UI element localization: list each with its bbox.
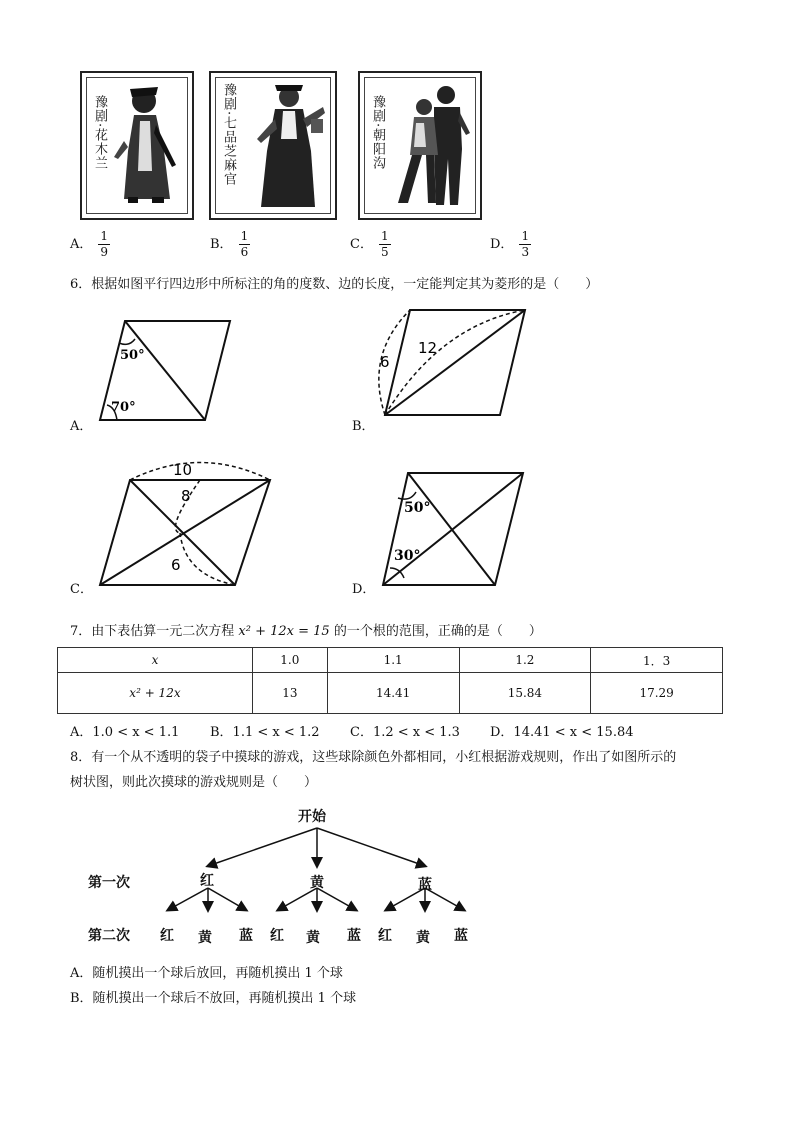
q6-figure-a xyxy=(95,315,235,425)
table-cell: 1.1 xyxy=(327,648,459,673)
table-cell: 14.41 xyxy=(327,673,459,714)
q6-option-c-label[interactable]: C． xyxy=(70,582,93,597)
top-label: 10 xyxy=(173,461,193,479)
q5-option-d[interactable]: D． $\frac{1}{3}$ xyxy=(490,229,530,259)
q7-question: 7．由下表估算一元二次方程 x² + 12x = 15 的一个根的范围，正确的是（ ） xyxy=(70,624,542,639)
equation: x² + 12x = 15 xyxy=(238,624,330,639)
card-label: 豫剧·花木兰 xyxy=(92,95,107,171)
table-cell: 1．3 xyxy=(591,648,723,673)
opera-figure-image xyxy=(245,79,331,211)
q7-option-c[interactable]: C．1.2 < x < 1.3 xyxy=(350,725,460,740)
tree-node-first: 蓝 xyxy=(418,877,432,893)
opera-figure-image xyxy=(110,81,186,211)
table-cell: 17.29 xyxy=(591,673,723,714)
tree-root: 开始 xyxy=(298,809,326,825)
q6-figure-d xyxy=(378,468,528,590)
bottom-label: 6 xyxy=(171,556,181,574)
angle-label: 50° xyxy=(120,348,145,363)
tree-node-first: 黄 xyxy=(310,875,324,891)
tree-node-first: 红 xyxy=(200,873,214,889)
tree-second-label: 第二次 xyxy=(88,928,130,944)
q6-option-d-label[interactable]: D． xyxy=(352,582,376,597)
card-qipin-zhimaguan xyxy=(209,71,337,220)
table-cell: 15.84 xyxy=(459,673,591,714)
angle-label: 30° xyxy=(394,548,421,564)
q8-option-b[interactable]: B．随机摸出一个球后不放回，再随机摸出 1 个球 xyxy=(70,991,357,1006)
tree-node-second: 蓝 xyxy=(454,928,468,944)
table-cell: 1.0 xyxy=(252,648,327,673)
tree-node-second: 黄 xyxy=(306,930,320,946)
tree-node-second: 红 xyxy=(378,928,392,944)
diag-label: 12 xyxy=(418,339,438,357)
card-zhaoyanggou xyxy=(358,71,482,220)
card-hua-mulan xyxy=(80,71,194,220)
q8-question-line2: 树状图，则此次摸球的游戏规则是（ ） xyxy=(70,775,318,790)
card-label: 豫剧·七品芝麻官 xyxy=(221,83,236,187)
table-cell: x² + 12x xyxy=(58,673,253,714)
q6-option-a-label[interactable]: A． xyxy=(70,419,93,434)
tree-node-second: 黄 xyxy=(416,930,430,946)
card-label: 豫剧·朝阳沟 xyxy=(370,95,385,171)
q7-option-d[interactable]: D．14.41 < x < 15.84 xyxy=(490,725,634,740)
q6-figure-c xyxy=(95,455,275,590)
tree-node-second: 蓝 xyxy=(347,928,361,944)
q7-option-b[interactable]: B．1.1 < x < 1.2 xyxy=(210,725,320,740)
angle-label: 50° xyxy=(404,500,431,516)
table-row xyxy=(58,673,723,714)
tree-node-second: 红 xyxy=(270,928,284,944)
q6-question: 6．根据如图平行四边形中所标注的角的度数、边的长度，一定能判定其为菱形的是（ ） xyxy=(70,277,599,292)
q6-option-b-label[interactable]: B． xyxy=(352,419,375,434)
q5-option-b[interactable]: B． $\frac{1}{6}$ xyxy=(210,229,249,259)
mid-label: 8 xyxy=(181,487,191,505)
q5-option-a[interactable]: A． $\frac{1}{9}$ xyxy=(70,229,109,259)
q6-figure-b xyxy=(370,305,530,420)
q8-question-line1: 8．有一个从不透明的袋子中摸球的游戏，这些球除颜色外都相同，小红根据游戏规则，作出了如图所示的 xyxy=(70,750,677,765)
q8-option-a[interactable]: A．随机摸出一个球后放回，再随机摸出 1 个球 xyxy=(70,966,343,981)
tree-node-second: 蓝 xyxy=(239,928,253,944)
side-label: 6 xyxy=(380,353,390,371)
tree-node-second: 黄 xyxy=(198,930,212,946)
table-row xyxy=(58,648,723,673)
value-table xyxy=(57,647,723,714)
tree-node-second: 红 xyxy=(160,928,174,944)
table-cell: x xyxy=(58,648,253,673)
angle-label: 70° xyxy=(111,400,136,415)
tree-first-label: 第一次 xyxy=(88,875,130,891)
q7-option-a[interactable]: A．1.0 < x < 1.1 xyxy=(70,725,180,740)
table-cell: 1.2 xyxy=(459,648,591,673)
opera-figure-image xyxy=(388,79,476,211)
table-cell: 13 xyxy=(252,673,327,714)
q5-option-c[interactable]: C． $\frac{1}{5}$ xyxy=(350,229,389,259)
